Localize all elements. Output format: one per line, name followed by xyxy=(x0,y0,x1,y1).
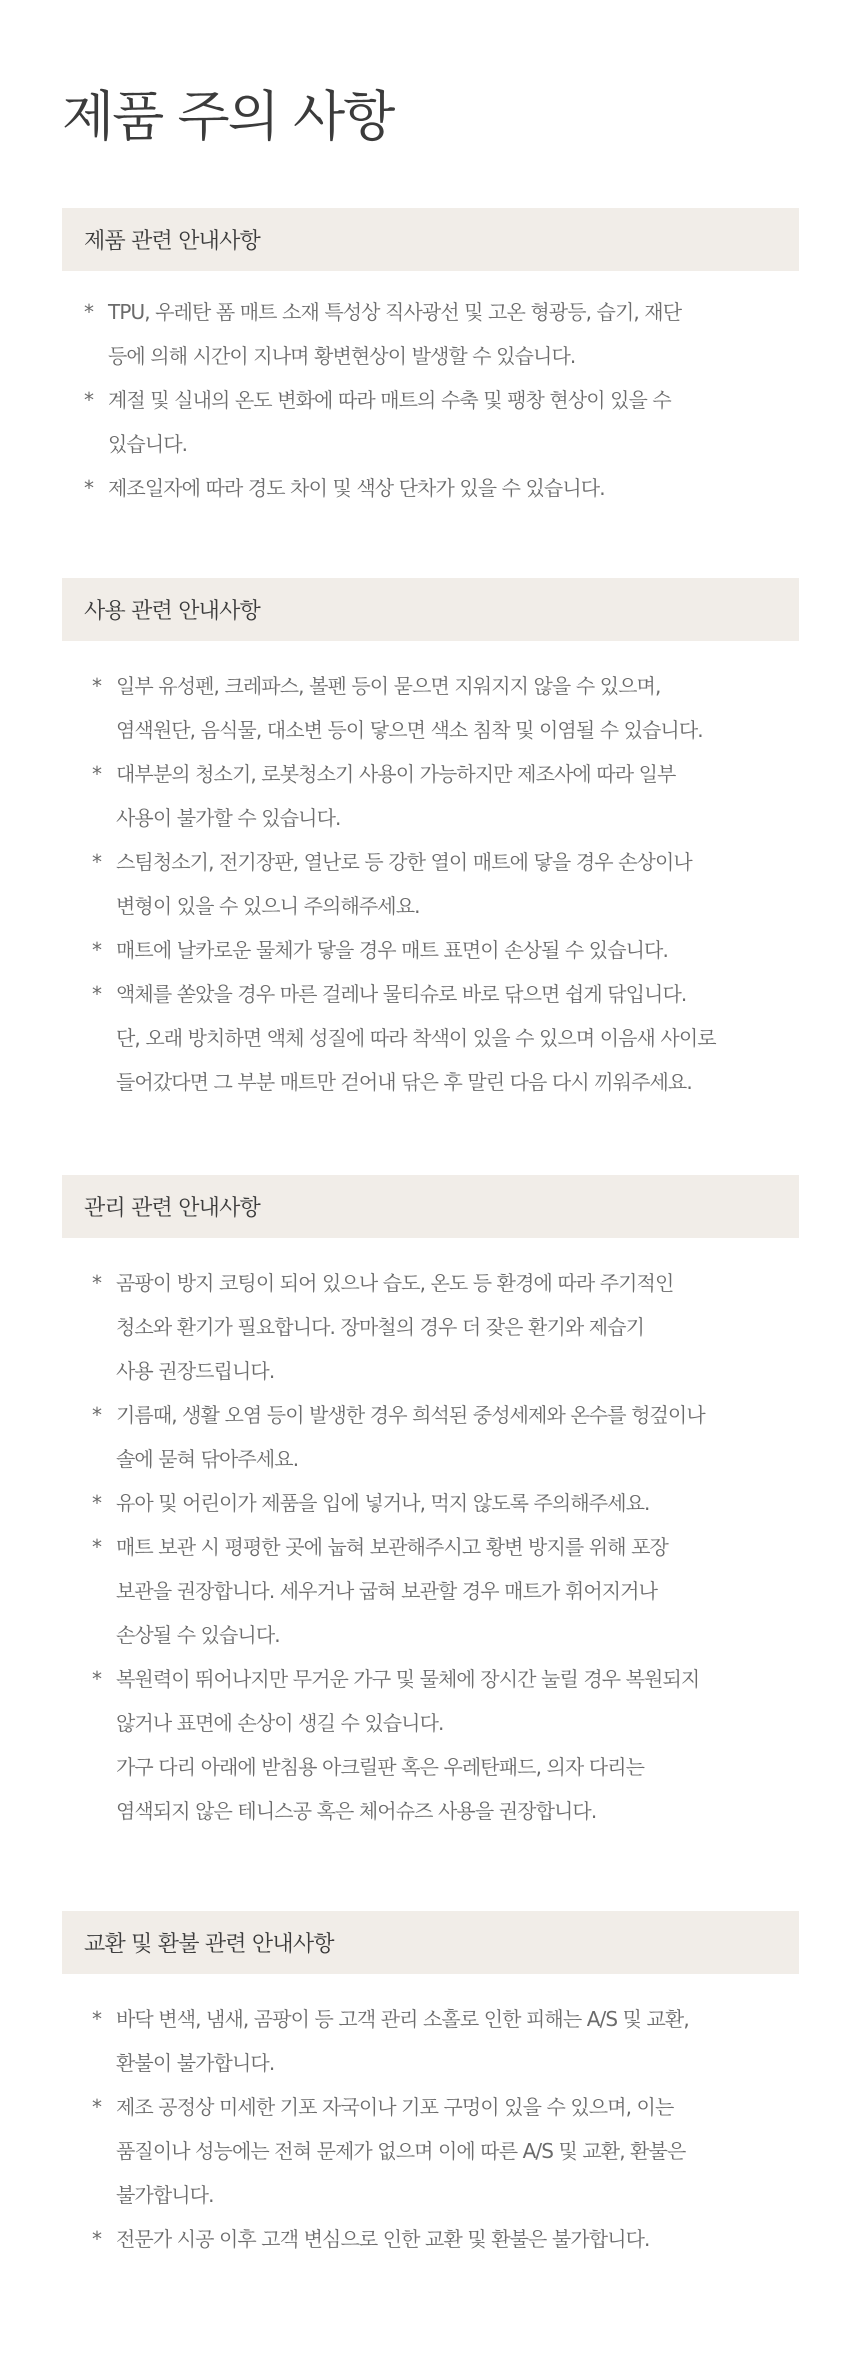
note-line: 않거나 표면에 손상이 생길 수 있습니다. xyxy=(116,1711,444,1735)
bullet-asterisk: * xyxy=(92,2095,102,2119)
note-line: 바닥 변색, 냄새, 곰팡이 등 고객 관리 소홀로 인한 피해는 A/S 및 교환, xyxy=(116,2007,689,2031)
note-line: 사용 권장드립니다. xyxy=(116,1359,275,1383)
section-title: 제품 관련 안내사항 xyxy=(84,229,261,254)
note-line: 솔에 묻혀 닦아주세요. xyxy=(116,1447,299,1471)
list-item xyxy=(92,2085,799,2217)
notes-list xyxy=(84,290,799,510)
list-item xyxy=(84,290,799,378)
bullet-asterisk: * xyxy=(92,982,102,1006)
bullet-asterisk: * xyxy=(92,1667,102,1691)
page-title: 제품 주의 사항 xyxy=(62,85,394,148)
notes-list xyxy=(92,1261,799,1833)
note-line: 품질이나 성능에는 전혀 문제가 없으며 이에 따른 A/S 및 교환, 환불은 xyxy=(116,2139,686,2163)
notes-list xyxy=(92,1997,799,2261)
list-item xyxy=(84,466,799,510)
section-title: 교환 및 환불 관련 안내사항 xyxy=(84,1932,334,1957)
note-line: 일부 유성펜, 크레파스, 볼펜 등이 묻으면 지워지지 않을 수 있으며, xyxy=(116,674,661,698)
bullet-asterisk: * xyxy=(92,850,102,874)
list-item xyxy=(92,840,799,928)
list-item xyxy=(92,1657,799,1833)
note-line: 유아 및 어린이가 제품을 입에 넣거나, 먹지 않도록 주의해주세요. xyxy=(116,1491,650,1515)
section-header xyxy=(62,208,799,271)
note-line: 가구 다리 아래에 받침용 아크릴판 혹은 우레탄패드, 의자 다리는 xyxy=(116,1755,645,1779)
note-line: 염색원단, 음식물, 대소변 등이 닿으면 색소 침착 및 이염될 수 있습니다. xyxy=(116,718,703,742)
note-line: 매트 보관 시 평평한 곳에 눕혀 보관해주시고 황변 방지를 위해 포장 xyxy=(116,1535,668,1559)
note-line: 등에 의해 시간이 지나며 황변현상이 발생할 수 있습니다. xyxy=(108,344,576,368)
bullet-asterisk: * xyxy=(92,2227,102,2251)
section-care-notice xyxy=(62,1175,799,1833)
note-line: 스팀청소기, 전기장판, 열난로 등 강한 열이 매트에 닿을 경우 손상이나 xyxy=(116,850,692,874)
list-item xyxy=(92,1481,799,1525)
bullet-asterisk: * xyxy=(92,938,102,962)
note-line: 제조 공정상 미세한 기포 자국이나 기포 구멍이 있을 수 있으며, 이는 xyxy=(116,2095,674,2119)
note-line: 손상될 수 있습니다. xyxy=(116,1623,280,1647)
note-line: 불가합니다. xyxy=(116,2183,214,2207)
section-header xyxy=(62,1175,799,1238)
note-line: 있습니다. xyxy=(108,432,188,456)
bullet-asterisk: * xyxy=(92,2007,102,2031)
note-line: TPU, 우레탄 폼 매트 소재 특성상 직사광선 및 고온 형광등, 습기, 재단 xyxy=(108,300,682,324)
note-line: 단, 오래 방치하면 액체 성질에 따라 착색이 있을 수 있으며 이음새 사이로 xyxy=(116,1026,716,1050)
section-usage-notice xyxy=(62,578,799,1104)
notes-list xyxy=(92,664,799,1104)
bullet-asterisk: * xyxy=(84,300,94,324)
note-line: 보관을 권장합니다. 세우거나 굽혀 보관할 경우 매트가 휘어지거나 xyxy=(116,1579,657,1603)
list-item xyxy=(84,378,799,466)
bullet-asterisk: * xyxy=(92,1271,102,1295)
section-product-notice xyxy=(62,208,799,510)
note-line: 염색되지 않은 테니스공 혹은 체어슈즈 사용을 권장합니다. xyxy=(116,1799,597,1823)
list-item xyxy=(92,664,799,752)
note-line: 전문가 시공 이후 고객 변심으로 인한 교환 및 환불은 불가합니다. xyxy=(116,2227,650,2251)
bullet-asterisk: * xyxy=(84,476,94,500)
note-line: 액체를 쏟았을 경우 마른 걸레나 물티슈로 바로 닦으면 쉽게 닦입니다. xyxy=(116,982,687,1006)
bullet-asterisk: * xyxy=(92,674,102,698)
note-line: 사용이 불가할 수 있습니다. xyxy=(116,806,341,830)
note-line: 곰팡이 방지 코팅이 되어 있으나 습도, 온도 등 환경에 따라 주기적인 xyxy=(116,1271,674,1295)
note-line: 제조일자에 따라 경도 차이 및 색상 단차가 있을 수 있습니다. xyxy=(108,476,605,500)
note-line: 환불이 불가합니다. xyxy=(116,2051,275,2075)
list-item xyxy=(92,752,799,840)
list-item xyxy=(92,1393,799,1481)
list-item xyxy=(92,1997,799,2085)
note-line: 청소와 환기가 필요합니다. 장마철의 경우 더 잦은 환기와 제습기 xyxy=(116,1315,645,1339)
bullet-asterisk: * xyxy=(92,1491,102,1515)
note-line: 매트에 날카로운 물체가 닿을 경우 매트 표면이 손상될 수 있습니다. xyxy=(116,938,668,962)
list-item xyxy=(92,2217,799,2261)
section-title: 사용 관련 안내사항 xyxy=(84,599,261,624)
bullet-asterisk: * xyxy=(92,762,102,786)
section-exchange-refund-notice xyxy=(62,1911,799,2261)
section-header xyxy=(62,1911,799,1974)
list-item xyxy=(92,972,799,1104)
bullet-asterisk: * xyxy=(84,388,94,412)
bullet-asterisk: * xyxy=(92,1403,102,1427)
note-line: 복원력이 뛰어나지만 무거운 가구 및 물체에 장시간 눌릴 경우 복원되지 xyxy=(116,1667,700,1691)
bullet-asterisk: * xyxy=(92,1535,102,1559)
note-line: 계절 및 실내의 온도 변화에 따라 매트의 수축 및 팽창 현상이 있을 수 xyxy=(108,388,671,412)
section-title: 관리 관련 안내사항 xyxy=(84,1196,261,1221)
note-line: 대부분의 청소기, 로봇청소기 사용이 가능하지만 제조사에 따라 일부 xyxy=(116,762,676,786)
section-header xyxy=(62,578,799,641)
list-item xyxy=(92,1525,799,1657)
note-line: 변형이 있을 수 있으니 주의해주세요. xyxy=(116,894,420,918)
list-item xyxy=(92,928,799,972)
list-item xyxy=(92,1261,799,1393)
note-line: 기름때, 생활 오염 등이 발생한 경우 희석된 중성세제와 온수를 헝겊이나 xyxy=(116,1403,705,1427)
note-line: 들어갔다면 그 부분 매트만 걷어내 닦은 후 말린 다음 다시 끼워주세요. xyxy=(116,1070,692,1094)
